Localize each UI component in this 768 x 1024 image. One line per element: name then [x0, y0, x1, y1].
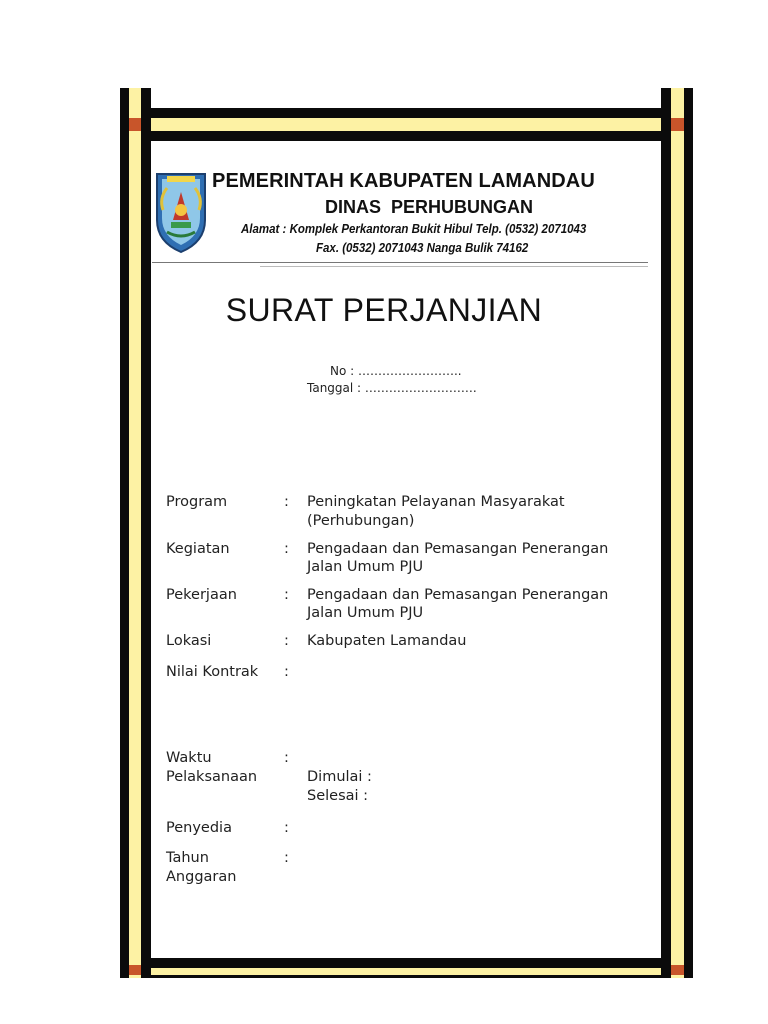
program-value-cont: (Perhubungan): [307, 513, 415, 529]
pekerjaan-colon: :: [284, 587, 289, 603]
program-value: Peningkatan Pelayanan Masyarakat: [307, 494, 565, 510]
program-colon: :: [284, 494, 289, 510]
kegiatan-colon: :: [284, 541, 289, 557]
lokasi-colon: :: [284, 633, 289, 649]
waktu-start: Dimulai :: [307, 769, 372, 785]
lokasi-value: Kabupaten Lamandau: [307, 633, 467, 649]
letterhead-divider-thin: [260, 266, 648, 267]
tahun-label-cont: Anggaran: [166, 869, 237, 885]
program-label: Program: [166, 494, 228, 510]
nilai-kontrak-label: Nilai Kontrak: [166, 664, 259, 680]
document-number: No : ……………………..: [330, 364, 462, 378]
corner-square: [129, 118, 141, 131]
penyedia-label: Penyedia: [166, 820, 232, 836]
waktu-label: Waktu: [166, 750, 212, 766]
lokasi-label: Lokasi: [166, 633, 212, 649]
kegiatan-value: Pengadaan dan Pemasangan Penerangan: [307, 541, 609, 557]
tahun-colon: :: [284, 850, 289, 866]
document-date: Tanggal : ……………………….: [307, 381, 477, 395]
letterhead-divider: [152, 262, 648, 263]
department-name: DINAS PERHUBUNGAN: [324, 197, 533, 217]
nilai-kontrak-colon: :: [284, 664, 289, 680]
pekerjaan-label: Pekerjaan: [166, 587, 237, 603]
pekerjaan-value-cont: Jalan Umum PJU: [307, 605, 424, 621]
address-line: Alamat : Komplek Perkantoran Bukit Hibul Telp. (0532) 2071043: [241, 222, 587, 236]
tahun-label: Tahun: [166, 850, 209, 866]
government-name: PEMERINTAH KABUPATEN LAMANDAU: [212, 170, 595, 192]
waktu-label-cont: Pelaksanaan: [166, 769, 258, 785]
kegiatan-value-cont: Jalan Umum PJU: [307, 559, 424, 575]
corner-square: [129, 965, 141, 975]
document-title: SURAT PERJANJIAN: [225, 292, 543, 328]
waktu-end: Selesai :: [307, 788, 369, 804]
kegiatan-label: Kegiatan: [166, 541, 230, 557]
penyedia-colon: :: [284, 820, 289, 836]
fax-line: Fax. (0532) 2071043 Nanga Bulik 74162: [316, 241, 529, 255]
pekerjaan-value: Pengadaan dan Pemasangan Penerangan: [307, 587, 609, 603]
corner-square: [671, 118, 684, 131]
waktu-colon: :: [284, 750, 289, 766]
corner-square: [671, 965, 684, 975]
